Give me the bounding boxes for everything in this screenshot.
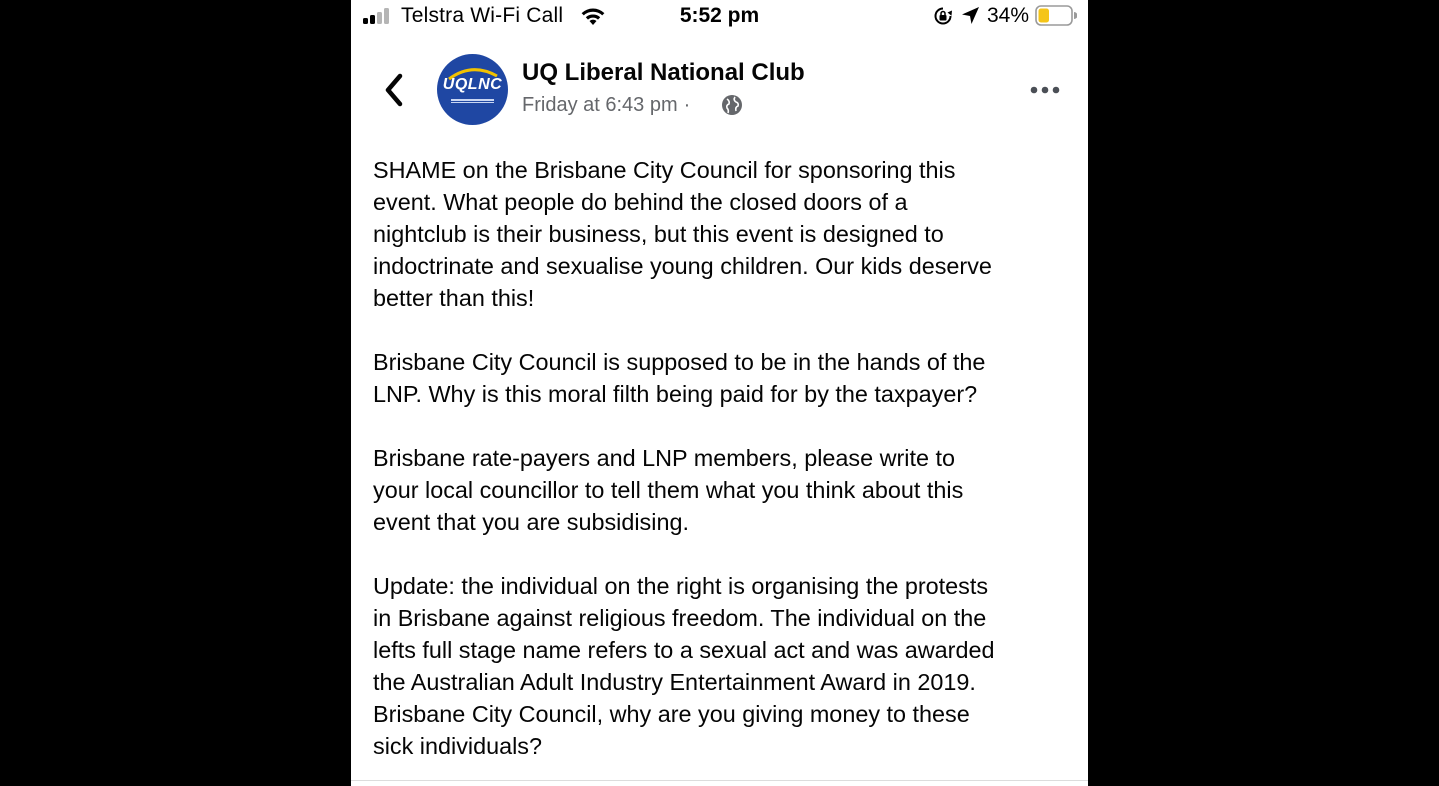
globe-icon: [721, 94, 743, 116]
post-meta: [522, 92, 696, 118]
post-text: [373, 154, 1073, 786]
rotation-lock-icon: [933, 6, 953, 26]
post-paragraph-3: Brisbane rate-payers and LNP members, please write to your local councillor to tell them what you think about this event that you are subsidising.: [373, 445, 964, 535]
more-options-button[interactable]: [1027, 78, 1063, 102]
status-time: 5:52 pm: [679, 4, 760, 27]
more-options-icon: [1031, 87, 1060, 94]
post-paragraph-4: Update: the individual on the right is organising the protests in Brisbane against religious freedom. The individual on the lefts full stage name refers to a sexual act and was awarded the Australian Adult Industry Entertainment Award in 2019. Brisbane City Council, why are you giving money to these sick individuals?: [373, 573, 995, 759]
back-button[interactable]: [381, 72, 407, 108]
meta-separator: ·: [683, 94, 691, 116]
chevron-left-icon: [388, 76, 400, 104]
post-paragraph-2: Brisbane City Council is supposed to be in the hands of the LNP. Why is this moral filth being paid for by the taxpayer?: [373, 349, 986, 407]
post-screen: [351, 0, 1088, 786]
carrier-name: Telstra Wi-Fi Call: [401, 4, 564, 27]
avatar-logo-text: UQLNC: [442, 76, 503, 93]
page-avatar[interactable]: [437, 54, 508, 125]
battery-icon: [1035, 5, 1077, 26]
divider: [351, 780, 1088, 781]
status-bar: [351, 0, 1088, 32]
page-name[interactable]: UQ Liberal National Club: [522, 59, 805, 86]
post-timestamp[interactable]: Friday at 6:43 pm: [522, 94, 678, 116]
location-arrow-icon: [961, 6, 980, 25]
post-paragraph-1: SHAME on the Brisbane City Council for sponsoring this event. What people do behind the closed doors of a nightclub is their business, but this event is designed to indoctrinate and sexualise young children. Our kids deserve better than this!: [373, 157, 992, 311]
battery-percentage: 34%: [987, 4, 1030, 27]
avatar-logo-tagline-graphic: [451, 98, 494, 104]
